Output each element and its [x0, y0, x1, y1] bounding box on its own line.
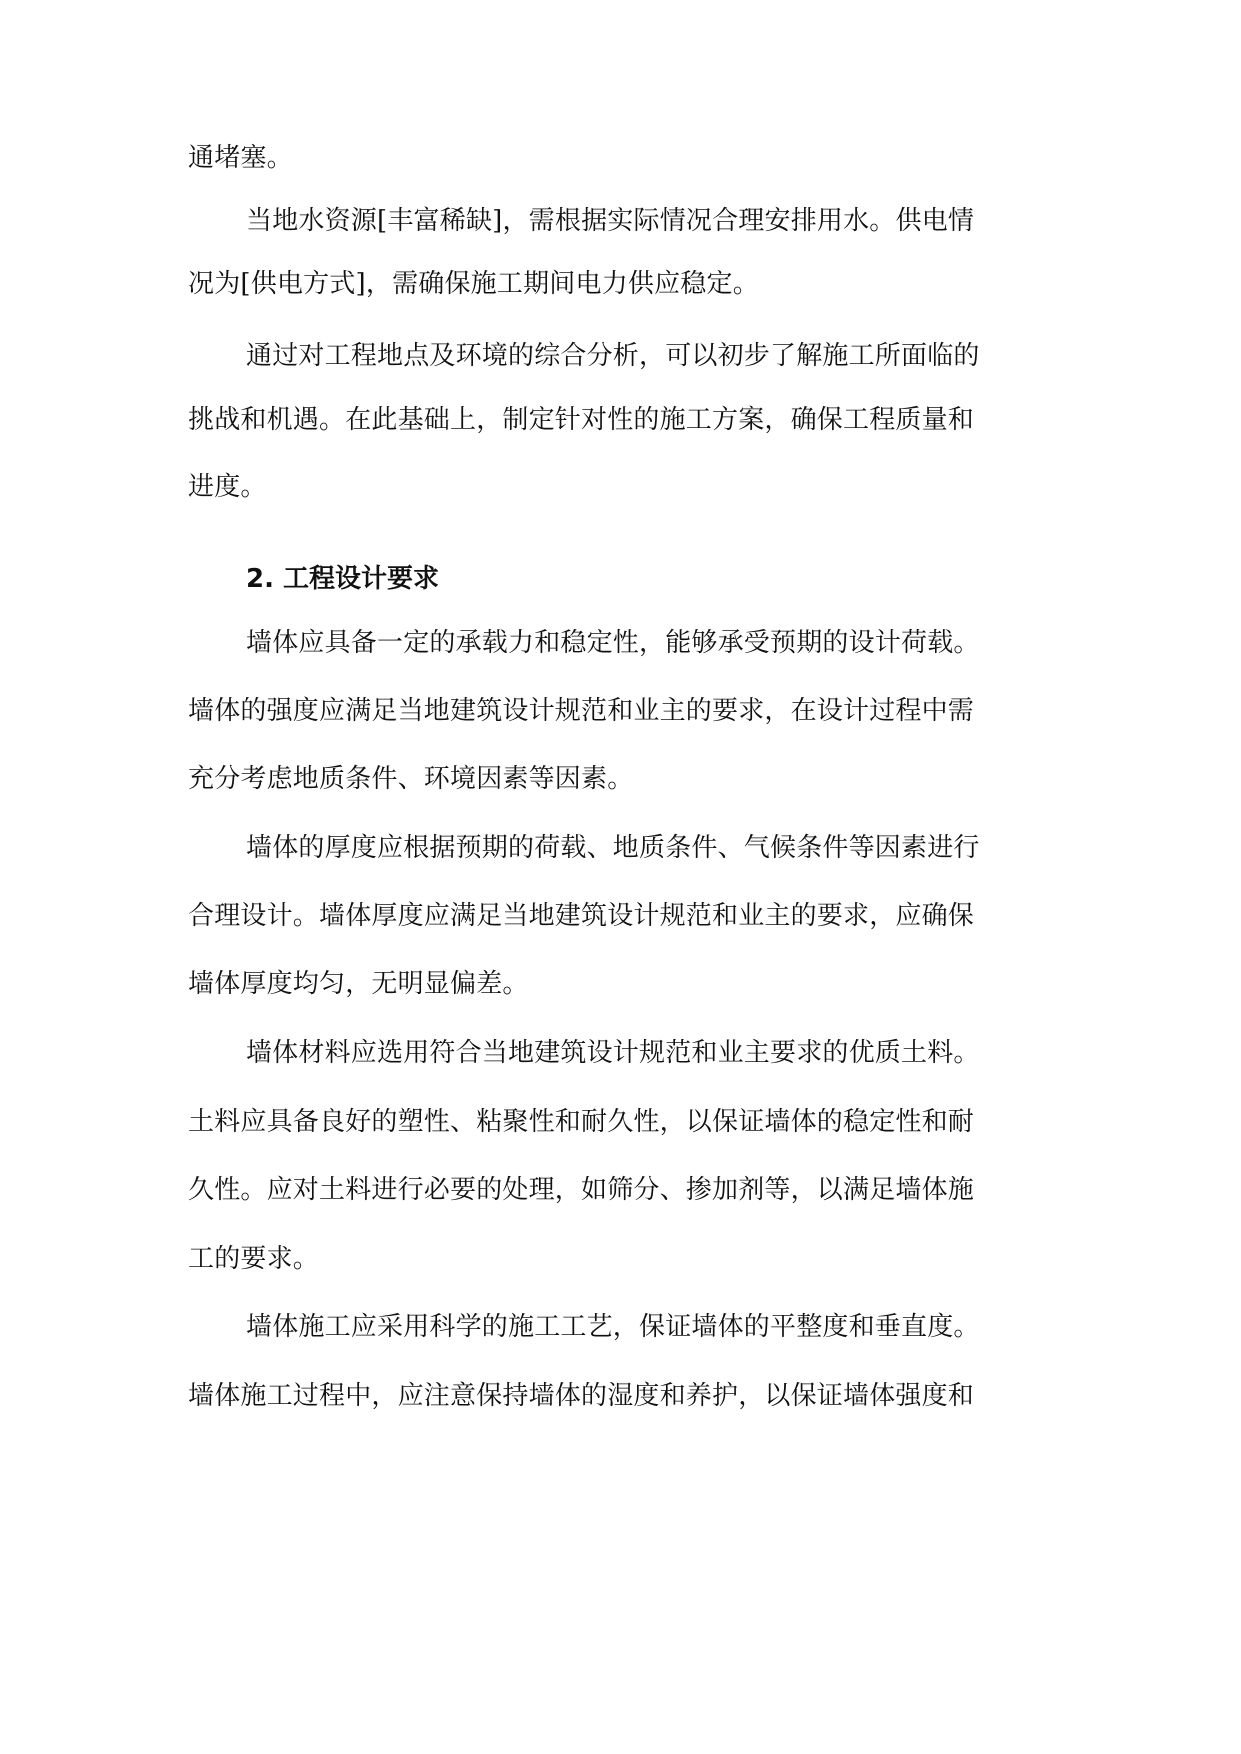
paragraph-line: 土料应具备良好的塑性、粘聚性和耐久性，以保证墙体的稳定性和耐: [188, 1107, 975, 1137]
paragraph-line: 久性。应对土料进行必要的处理，如筛分、掺加剂等，以满足墙体施: [188, 1175, 975, 1205]
paragraph-line: 墙体厚度均匀，无明显偏差。: [188, 969, 529, 999]
paragraph-line: 墙体施工应采用科学的施工工艺，保证墙体的平整度和垂直度。: [246, 1312, 980, 1342]
paragraph-line: 通堵塞。: [188, 143, 293, 173]
paragraph-line: 墙体的强度应满足当地建筑设计规范和业主的要求，在设计过程中需: [188, 696, 975, 726]
paragraph-line: 挑战和机遇。在此基础上，制定针对性的施工方案，确保工程质量和: [188, 405, 975, 435]
paragraph-line: 合理设计。墙体厚度应满足当地建筑设计规范和业主的要求，应确保: [188, 901, 975, 931]
section-heading: 2. 工程设计要求: [246, 564, 440, 594]
paragraph-line: 进度。: [188, 472, 267, 502]
paragraph-line: 墙体的厚度应根据预期的荷载、地质条件、气候条件等因素进行: [246, 833, 980, 863]
paragraph-line: 况为[供电方式]，需确保施工期间电力供应稳定。: [188, 269, 759, 299]
paragraph-line: 通过对工程地点及环境的综合分析，可以初步了解施工所面临的: [246, 341, 980, 371]
paragraph-line: 墙体施工过程中，应注意保持墙体的湿度和养护，以保证墙体强度和: [188, 1381, 975, 1411]
paragraph-line: 墙体材料应选用符合当地建筑设计规范和业主要求的优质土料。: [246, 1038, 980, 1068]
paragraph-line: 充分考虑地质条件、环境因素等因素。: [188, 764, 634, 794]
paragraph-line: 工的要求。: [188, 1244, 320, 1274]
paragraph-line: 墙体应具备一定的承载力和稳定性，能够承受预期的设计荷载。: [246, 628, 980, 658]
paragraph-line: 当地水资源[丰富稀缺]，需根据实际情况合理安排用水。供电情: [246, 206, 975, 236]
